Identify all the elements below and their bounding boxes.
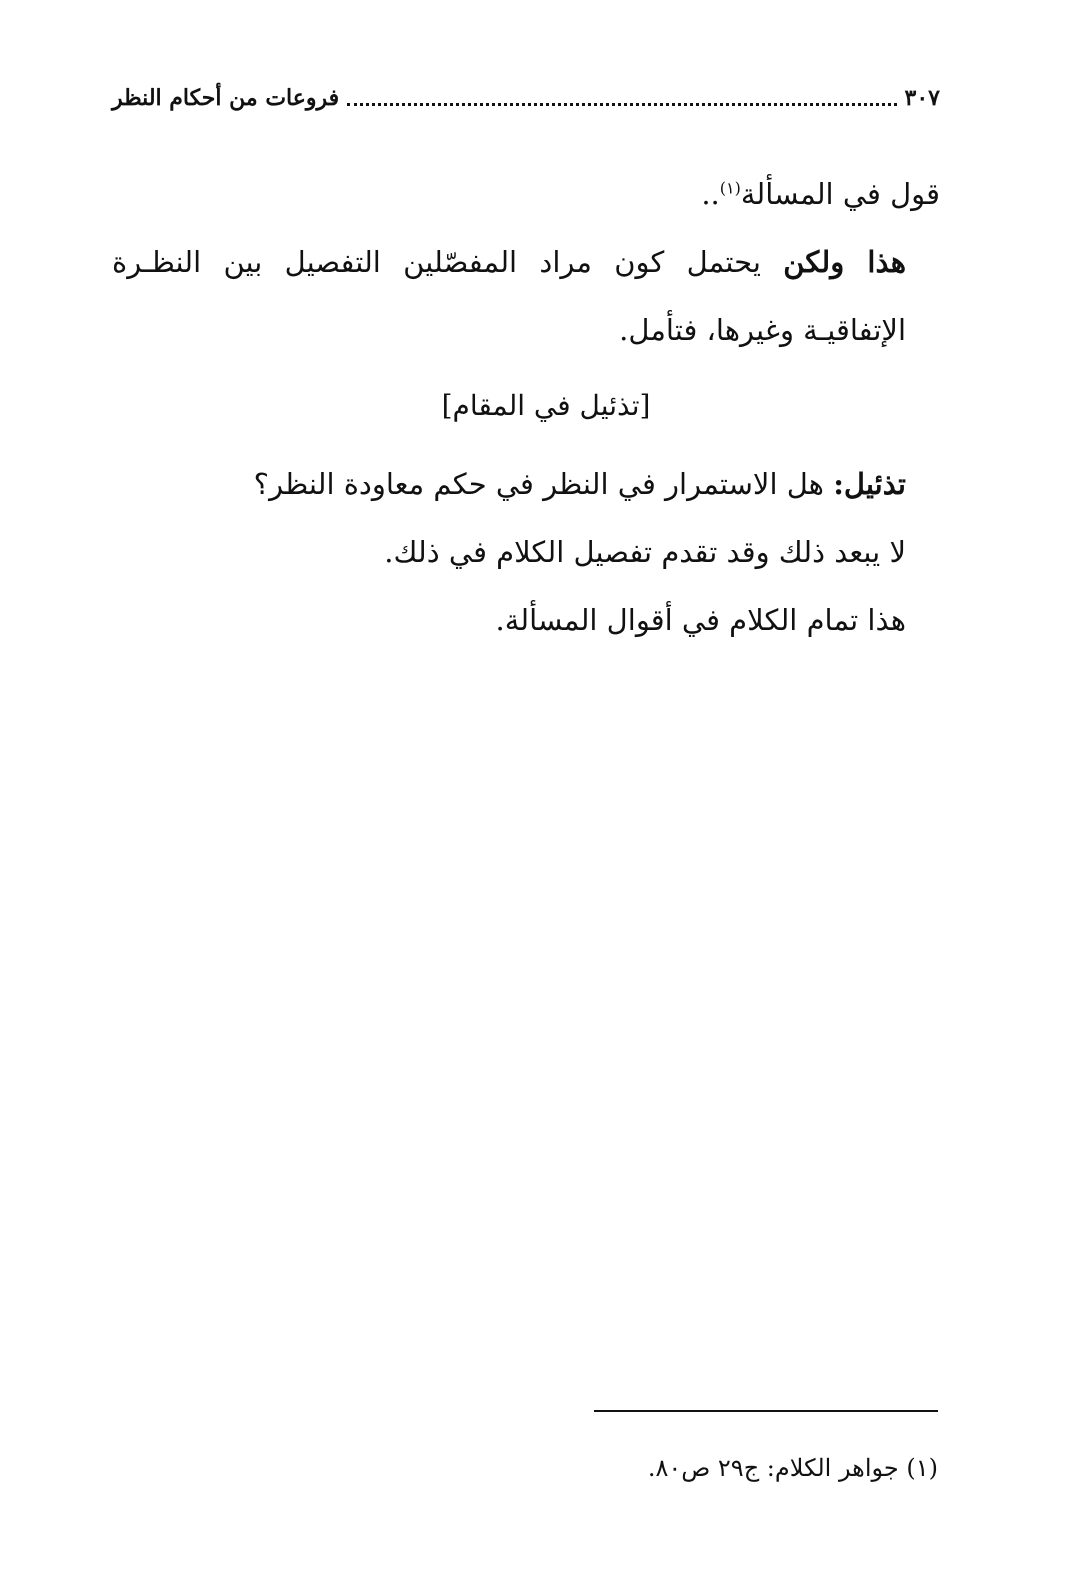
- page-number: ٣٠٧: [904, 85, 940, 111]
- continuation-tail: ..: [701, 177, 720, 211]
- paragraph-note: [112, 228, 940, 364]
- paragraph-question: [112, 450, 940, 518]
- footnote-separator: [594, 1410, 938, 1412]
- running-title: فروعات من أحكام النظر: [112, 85, 340, 111]
- main-text: [112, 160, 940, 654]
- running-header: [112, 78, 940, 118]
- paragraph-lead: هذا ولكن: [783, 245, 906, 279]
- paragraph-text: هل الاستمرار في النظر في حكم معاودة النظر؟: [253, 467, 834, 501]
- section-heading: [تذئيل في المقام]: [441, 389, 651, 422]
- paragraph-lead: تذئيل:: [833, 467, 906, 501]
- paragraph-answer: لا يبعد ذلك وقد تقدم تفصيل الكلام في ذلك.: [384, 535, 906, 569]
- paragraph-text: يحتمل كون مراد المفصّلين التفصيل بين النظـرة الإتفاقيـة وغيرها، فتأمل.: [112, 245, 906, 347]
- continuation-text: قول في المسألة: [740, 177, 940, 211]
- header-leader-dots: [347, 103, 896, 106]
- footnote-1: (١) جواهر الكلام: ج٢٩ ص٨٠.: [647, 1454, 938, 1482]
- paragraph-continuation: [112, 160, 940, 228]
- footnote-marker: (١): [719, 178, 741, 198]
- paragraph-conclusion: هذا تمام الكلام في أقوال المسألة.: [495, 603, 906, 637]
